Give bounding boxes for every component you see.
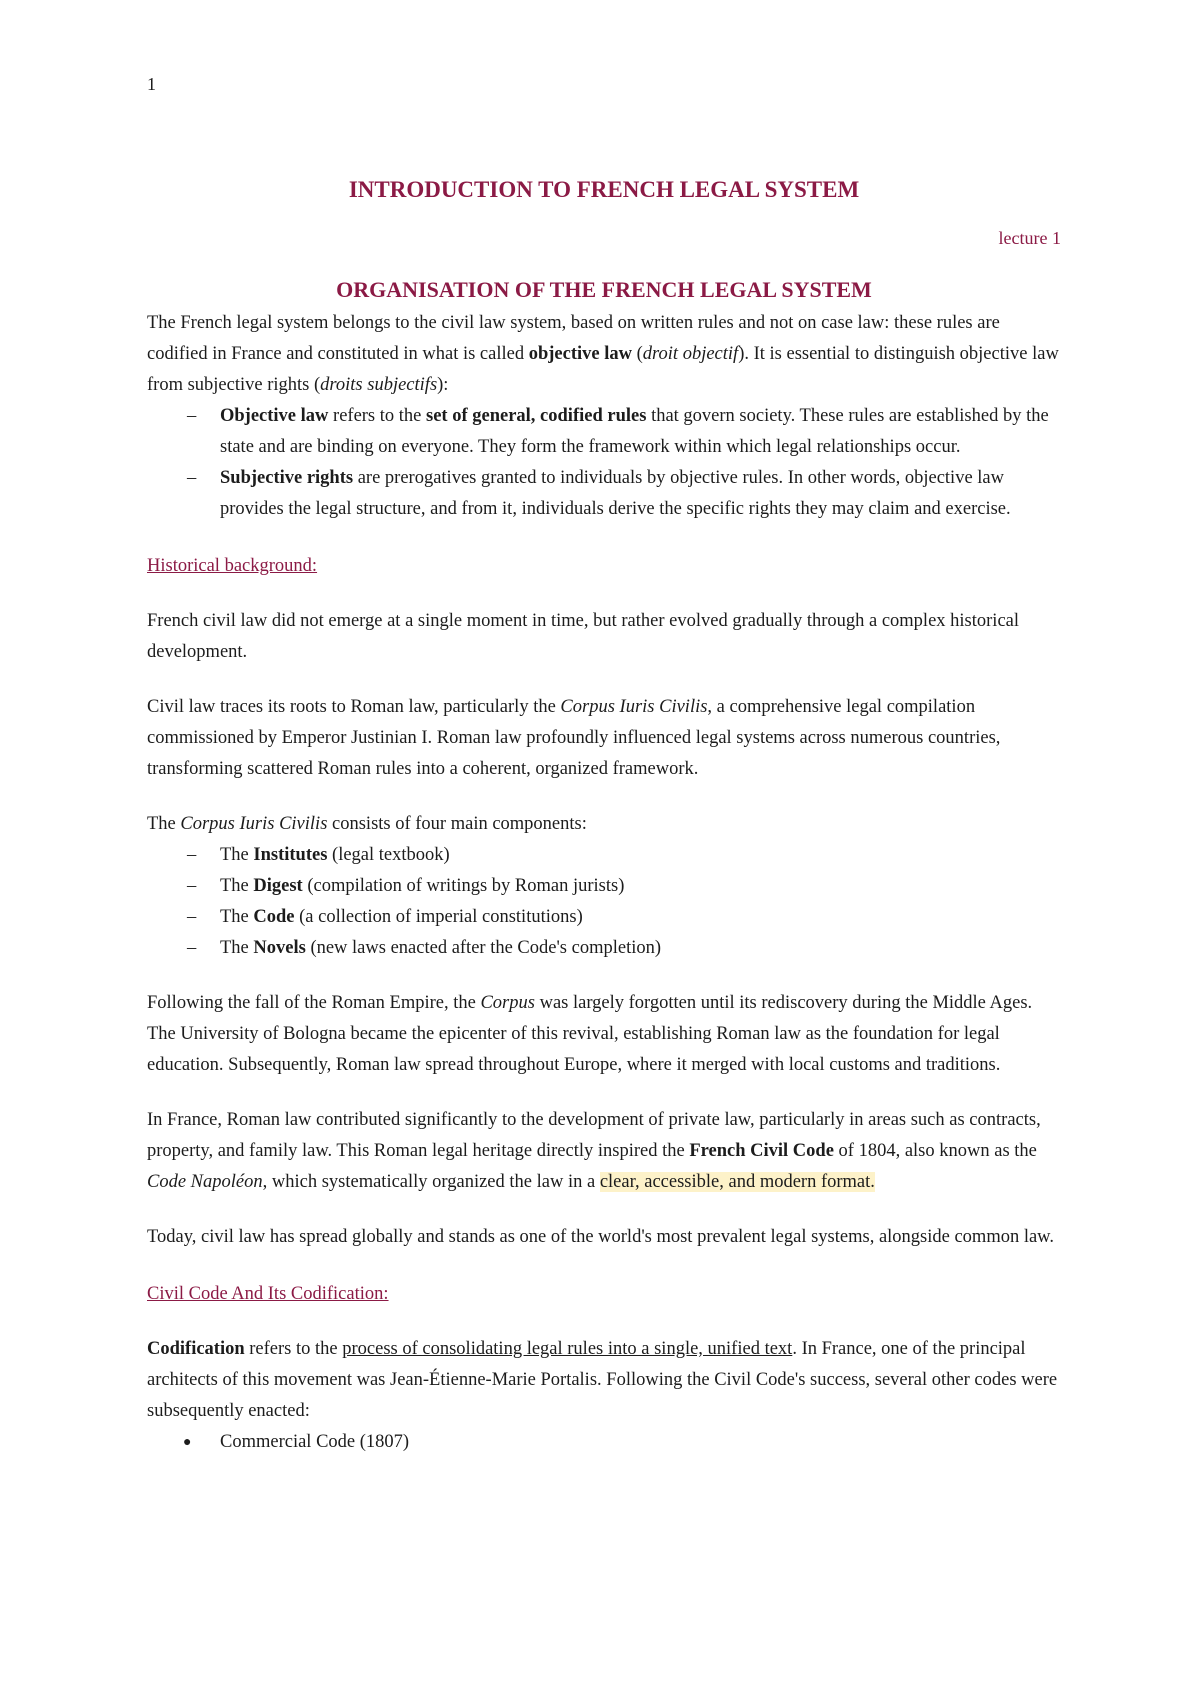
paragraph: Following the fall of the Roman Empire, the Corpus was largely forgotten until its rediscovery during the Middle Ages. The University of Bologna became the epicenter of this revival, establishing Roman law as the foundation for legal education. Subsequently, Roman law spread throughout Europe, where it merged with local customs and traditions. [147,993,1033,1075]
codification-heading: Civil Code And Its Codification: [147,1284,389,1304]
document-title: INTRODUCTION TO FRENCH LEGAL SYSTEM [348,177,860,202]
paragraph: French civil law did not emerge at a single moment in time, but rather evolved gradually through a complex historical development. [147,611,1020,662]
components-list [147,840,1061,964]
list-item: – The Digest (compilation of writings by Roman jurists) [147,871,1061,902]
highlighted-text: clear, accessible, and modern format. [599,1172,875,1192]
paragraph: The Corpus Iuris Civilis consists of four main components: [147,814,587,834]
list-item: – Subjective rights are prerogatives granted to individuals by objective rules. In other words, objective law provides the legal structure, and from it, individuals derive the specific rights they may claim and exercise. [147,463,1061,525]
intro-paragraph: The French legal system belongs to the civil law system, based on written rules and not on case law: these rules are codified in France and constituted in what is called objective law (droit objectif). It is essential to distinguish objective law from subjective rights (droits subjectifs): [147,313,1059,395]
page-number: 1 [147,74,156,94]
lecture-label: lecture 1 [998,228,1061,248]
paragraph: Codification refers to the process of consolidating legal rules into a single, unified text. In France, one of the principal architects of this movement was Jean-Étienne-Marie Portalis. Following the Civil Code's success, several other codes were subsequently enacted: [147,1339,1058,1421]
paragraph: In France, Roman law contributed significantly to the development of private law, particularly in areas such as contracts, property, and family law. This Roman legal heritage directly inspired the French Civil Code of 1804, also known as the Code Napoléon, which systematically organized the law in a clear, accessible, and modern format. [147,1110,1041,1192]
paragraph: Civil law traces its roots to Roman law, particularly the Corpus Iuris Civilis, a comprehensive legal compilation commissioned by Emperor Justinian I. Roman law profoundly influenced legal systems across numerous countries, transforming scattered Roman rules into a coherent, organized framework. [147,697,1001,779]
definitions-list [147,401,1061,525]
list-item: – Objective law refers to the set of general, codified rules that govern society. These rules are established by the state and are binding on everyone. They form the framework within which legal relationships occur. [147,401,1061,463]
historical-heading: Historical background: [147,556,318,576]
list-item: – The Code (a collection of imperial constitutions) [147,902,1061,933]
paragraph: Today, civil law has spread globally and stands as one of the world's most prevalent legal systems, alongside common law. [147,1227,1054,1247]
list-item: ● Commercial Code (1807) [147,1427,1061,1458]
codes-list [147,1427,1061,1458]
list-item: – The Institutes (legal textbook) [147,840,1061,871]
underlined-text: process of consolidating legal rules into a single, unified text [342,1339,793,1359]
section-title: ORGANISATION OF THE FRENCH LEGAL SYSTEM [336,277,872,302]
list-item: – The Novels (new laws enacted after the Code's completion) [147,933,1061,964]
document-body [147,176,1061,1458]
